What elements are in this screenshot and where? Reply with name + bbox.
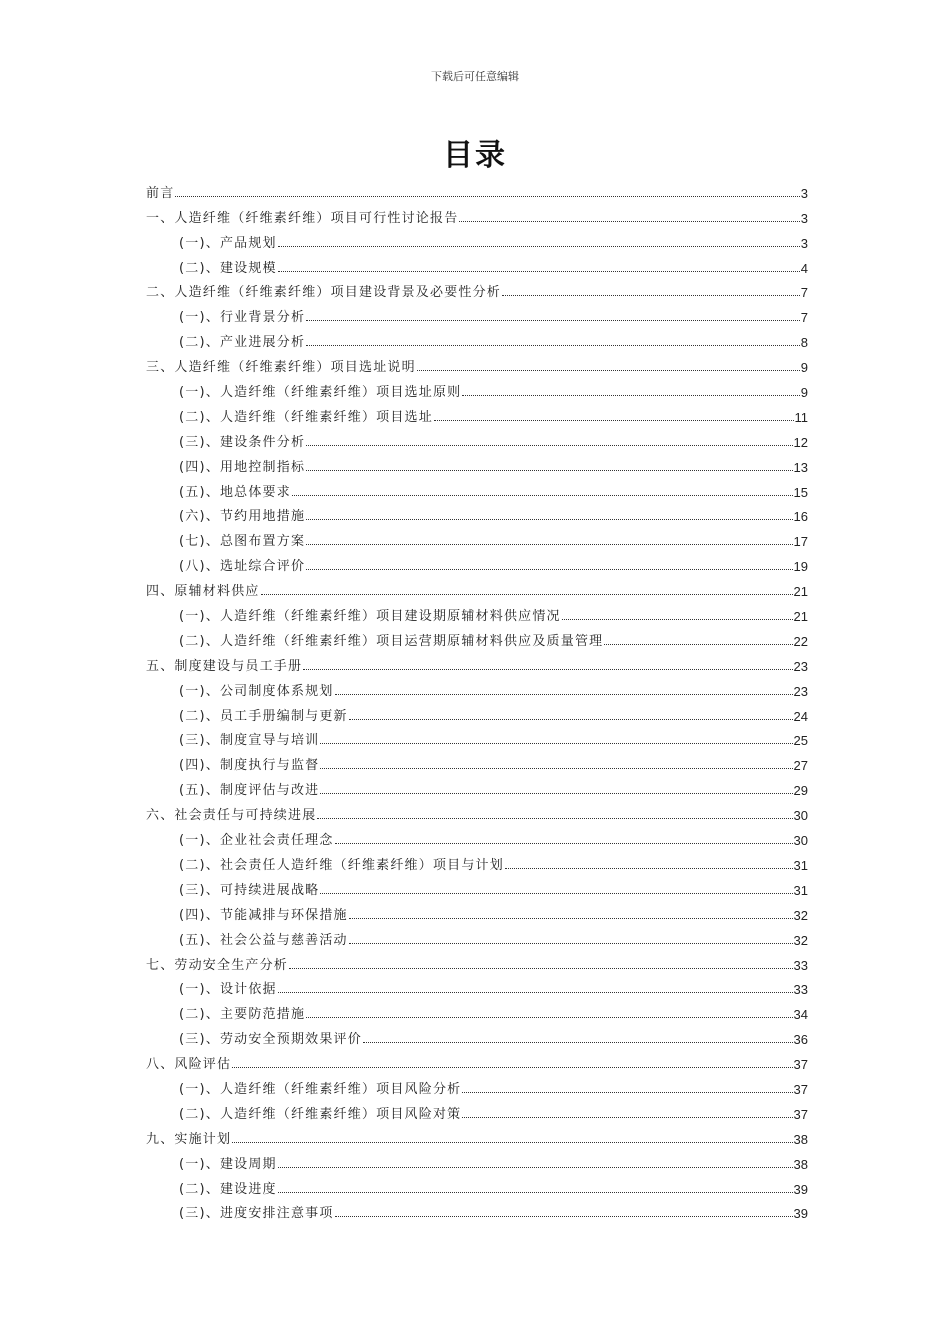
toc-entry-label: (五)、地总体要求: [179, 484, 291, 500]
toc-dot-leader: [320, 768, 792, 769]
toc-entry[interactable]: [146, 699, 808, 724]
toc-entry-label: 五、制度建设与员工手册: [146, 658, 303, 674]
toc-entry-page: 11: [794, 409, 808, 425]
toc-dot-leader: [232, 1067, 792, 1068]
toc-dot-leader: [306, 519, 792, 520]
toc-entry-page: 15: [793, 484, 808, 500]
toc-entry-page: 17: [793, 534, 808, 550]
toc-entry-page: 21: [793, 609, 808, 625]
toc-dot-leader: [562, 619, 793, 620]
toc-dot-leader: [462, 1117, 792, 1118]
toc-dot-leader: [502, 295, 800, 296]
toc-dot-leader: [335, 1216, 793, 1217]
toc-entry[interactable]: [146, 848, 808, 873]
toc-entry-label: (三)、劳动安全预期效果评价: [179, 1032, 362, 1048]
toc-entry[interactable]: [146, 1022, 808, 1047]
toc-dot-leader: [278, 271, 800, 272]
toc-entry[interactable]: [146, 300, 808, 325]
toc-entry-label: 九、实施计划: [146, 1131, 232, 1147]
toc-entry[interactable]: [146, 549, 808, 574]
toc-entry-page: 38: [793, 1156, 808, 1172]
toc-entry-page: 33: [793, 957, 808, 973]
toc-entry[interactable]: [146, 997, 808, 1022]
toc-entry-page: 30: [793, 833, 808, 849]
toc-entry-label: (二)、建设进度: [179, 1181, 277, 1197]
toc-entry[interactable]: [146, 524, 808, 549]
toc-entry-label: (四)、节能减排与环保措施: [179, 907, 348, 923]
toc-dot-leader: [261, 594, 793, 595]
toc-entry-page: 23: [793, 683, 808, 699]
toc-title: 目录: [443, 138, 507, 173]
toc-dot-leader: [175, 196, 799, 197]
toc-dot-leader: [604, 644, 792, 645]
toc-dot-leader: [306, 544, 792, 545]
toc-entry-label: (二)、主要防范措施: [179, 1007, 306, 1023]
toc-entry[interactable]: [146, 226, 808, 251]
toc-dot-leader: [349, 943, 793, 944]
toc-dot-leader: [349, 918, 793, 919]
toc-entry[interactable]: [146, 325, 808, 350]
toc-dot-leader: [320, 893, 792, 894]
toc-entry-label: (二)、员工手册编制与更新: [179, 708, 348, 724]
toc-entry-label: (二)、社会责任人造纤维（纤维素纤维）项目与计划: [179, 857, 504, 873]
toc-entry[interactable]: [146, 1097, 808, 1122]
toc-entry-page: 25: [793, 733, 808, 749]
toc-entry-label: (五)、制度评估与改进: [179, 783, 320, 799]
toc-entry[interactable]: [146, 276, 808, 301]
toc-dot-leader: [320, 743, 792, 744]
toc-entry-label: (一)、建设周期: [179, 1156, 277, 1172]
toc-entry-label: (五)、社会公益与慈善活动: [179, 932, 348, 948]
toc-dot-leader: [335, 694, 793, 695]
toc-dot-leader: [278, 246, 800, 247]
toc-entry-page: 22: [793, 633, 808, 649]
toc-entry[interactable]: [146, 574, 808, 599]
toc-dot-leader: [462, 395, 799, 396]
toc-dot-leader: [306, 1017, 792, 1018]
toc-entry-label: (二)、产业进展分析: [179, 335, 306, 351]
toc-entry-page: 7: [800, 285, 808, 301]
toc-dot-leader: [306, 320, 800, 321]
toc-entry-page: 24: [793, 708, 808, 724]
toc-entry-page: 3: [800, 235, 808, 251]
toc-entry-label: (一)、企业社会责任理念: [179, 833, 334, 849]
toc-entry-label: 一、人造纤维（纤维素纤维）项目可行性讨论报告: [146, 210, 459, 226]
toc-entry-label: 四、原辅材料供应: [146, 584, 260, 600]
toc-entry[interactable]: [146, 1172, 808, 1197]
toc-entry[interactable]: [146, 1197, 808, 1222]
toc-entry[interactable]: [146, 201, 808, 226]
toc-entry-label: (一)、行业背景分析: [179, 310, 306, 326]
toc-entry-page: 37: [793, 1057, 808, 1073]
toc-dot-leader: [349, 719, 793, 720]
toc-entry-label: (四)、用地控制指标: [179, 459, 306, 475]
toc-dot-leader: [306, 345, 800, 346]
toc-entry-page: 23: [793, 658, 808, 674]
toc-entry[interactable]: [146, 500, 808, 525]
toc-entry-page: 37: [793, 1081, 808, 1097]
toc-entry-page: 39: [793, 1181, 808, 1197]
toc-entry[interactable]: [146, 624, 808, 649]
toc-entry[interactable]: [146, 1122, 808, 1147]
toc-dot-leader: [278, 1192, 793, 1193]
toc-dot-leader: [320, 793, 792, 794]
toc-entry[interactable]: [146, 400, 808, 425]
toc-entry[interactable]: [146, 176, 808, 201]
toc-entry[interactable]: [146, 674, 808, 699]
toc-entry-label: (三)、建设条件分析: [179, 434, 306, 450]
toc-entry-label: (一)、人造纤维（纤维素纤维）项目风险分析: [179, 1081, 462, 1097]
toc-entry[interactable]: [146, 475, 808, 500]
toc-entry-label: (一)、人造纤维（纤维素纤维）项目选址原则: [179, 385, 462, 401]
toc-entry-label: (一)、产品规划: [179, 235, 277, 251]
toc-entry[interactable]: [146, 450, 808, 475]
toc-entry-label: (三)、制度宣导与培训: [179, 733, 320, 749]
table-of-contents: [146, 176, 808, 1221]
toc-entry-page: 13: [793, 459, 808, 475]
toc-entry[interactable]: [146, 375, 808, 400]
toc-entry[interactable]: [146, 251, 808, 276]
toc-entry[interactable]: [146, 923, 808, 948]
toc-entry-label: (七)、总图布置方案: [179, 534, 306, 550]
toc-dot-leader: [417, 370, 800, 371]
toc-entry-label: 七、劳动安全生产分析: [146, 957, 289, 973]
toc-entry-label: (六)、节约用地措施: [179, 509, 306, 525]
toc-entry-label: (三)、进度安排注意事项: [179, 1206, 334, 1222]
toc-entry-page: 31: [793, 857, 808, 873]
toc-entry-label: 前言: [146, 185, 175, 201]
toc-entry[interactable]: [146, 948, 808, 973]
toc-dot-leader: [278, 992, 793, 993]
toc-entry[interactable]: [146, 773, 808, 798]
toc-dot-leader: [335, 843, 793, 844]
toc-entry[interactable]: [146, 873, 808, 898]
toc-dot-leader: [363, 1042, 793, 1043]
toc-entry[interactable]: [146, 425, 808, 450]
toc-entry-page: 3: [800, 210, 808, 226]
toc-dot-leader: [278, 1167, 793, 1168]
toc-dot-leader: [462, 1092, 792, 1093]
toc-dot-leader: [317, 818, 792, 819]
toc-entry-page: 36: [793, 1032, 808, 1048]
toc-entry-page: 34: [793, 1007, 808, 1023]
toc-dot-leader: [459, 221, 799, 222]
toc-entry[interactable]: [146, 1047, 808, 1072]
toc-entry-label: (一)、人造纤维（纤维素纤维）项目建设期原辅材料供应情况: [179, 609, 561, 625]
toc-entry[interactable]: [146, 599, 808, 624]
toc-entry-label: (二)、人造纤维（纤维素纤维）项目风险对策: [179, 1106, 462, 1122]
toc-entry-page: 27: [793, 758, 808, 774]
toc-entry-page: 38: [793, 1131, 808, 1147]
toc-entry[interactable]: [146, 724, 808, 749]
toc-entry-page: 8: [800, 335, 808, 351]
toc-entry-label: (二)、人造纤维（纤维素纤维）项目运营期原辅材料供应及质量管理: [179, 633, 604, 649]
toc-entry-page: 9: [800, 385, 808, 401]
toc-dot-leader: [306, 445, 792, 446]
toc-entry-page: 7: [800, 310, 808, 326]
toc-entry[interactable]: [146, 649, 808, 674]
toc-entry-page: 39: [793, 1206, 808, 1222]
toc-entry-label: (三)、可持续进展战略: [179, 882, 320, 898]
toc-entry-page: 31: [793, 882, 808, 898]
toc-entry-page: 33: [793, 982, 808, 998]
toc-entry-page: 32: [793, 907, 808, 923]
toc-dot-leader: [292, 495, 793, 496]
toc-entry[interactable]: [146, 798, 808, 823]
toc-entry[interactable]: [146, 823, 808, 848]
toc-entry[interactable]: [146, 350, 808, 375]
toc-dot-leader: [306, 470, 792, 471]
toc-entry-label: (四)、制度执行与监督: [179, 758, 320, 774]
toc-entry-page: 19: [793, 559, 808, 575]
toc-entry-page: 16: [793, 509, 808, 525]
toc-entry-page: 30: [793, 808, 808, 824]
toc-entry-page: 21: [793, 584, 808, 600]
toc-entry-label: 八、风险评估: [146, 1057, 232, 1073]
toc-entry-label: (二)、人造纤维（纤维素纤维）项目选址: [179, 409, 433, 425]
toc-entry-page: 12: [793, 434, 808, 450]
toc-entry[interactable]: [146, 748, 808, 773]
toc-entry-label: 六、社会责任与可持续进展: [146, 808, 317, 824]
toc-dot-leader: [232, 1142, 792, 1143]
toc-dot-leader: [289, 968, 793, 969]
toc-entry-label: 三、人造纤维（纤维素纤维）项目选址说明: [146, 360, 416, 376]
toc-dot-leader: [434, 420, 794, 421]
toc-entry-page: 4: [800, 260, 808, 276]
toc-entry[interactable]: [146, 1147, 808, 1172]
toc-entry-label: (二)、建设规模: [179, 260, 277, 276]
header-note: 下载后可任意编辑: [431, 70, 519, 83]
toc-entry-label: (一)、设计依据: [179, 982, 277, 998]
toc-entry-page: 29: [793, 783, 808, 799]
toc-entry-page: 32: [793, 932, 808, 948]
toc-entry-label: (八)、选址综合评价: [179, 559, 306, 575]
toc-entry-page: 37: [793, 1106, 808, 1122]
toc-entry-label: (一)、公司制度体系规划: [179, 683, 334, 699]
toc-entry-page: 3: [800, 185, 808, 201]
toc-dot-leader: [505, 868, 793, 869]
toc-entry-label: 二、人造纤维（纤维素纤维）项目建设背景及必要性分析: [146, 285, 502, 301]
toc-entry[interactable]: [146, 973, 808, 998]
toc-dot-leader: [303, 669, 792, 670]
toc-entry[interactable]: [146, 1072, 808, 1097]
toc-entry[interactable]: [146, 898, 808, 923]
toc-dot-leader: [306, 569, 792, 570]
toc-entry-page: 9: [800, 360, 808, 376]
